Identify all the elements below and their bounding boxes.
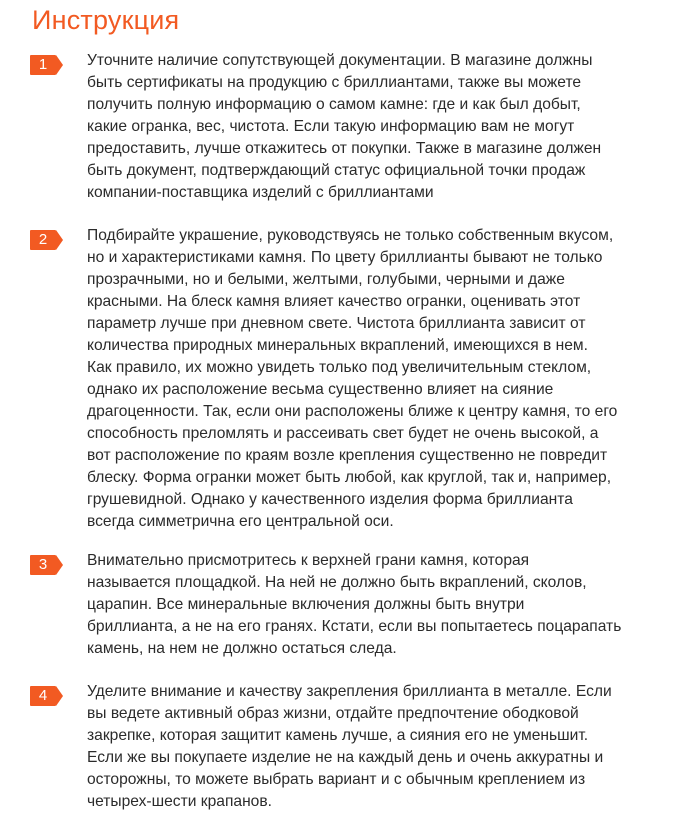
step-text-line: прозрачными, но и белыми, желтыми, голубыми, черными и даже bbox=[87, 271, 565, 288]
step-text-line: называется площадкой. На ней не должно быть вкраплений, сколов, bbox=[87, 574, 587, 591]
step-text-line: царапин. Все минеральные включения должны быть внутри bbox=[87, 596, 525, 613]
step-text-line: Как правило, их можно увидеть только под увеличительным стеклом, bbox=[87, 359, 592, 376]
step-text-line: способность преломлять и рассеивать свет будет не очень высокой, а bbox=[87, 425, 599, 442]
step-text-line: всегда симметрична его центральной оси. bbox=[87, 513, 394, 530]
step-text-line: Если же вы покупаете изделие не на каждый день и очень аккуратны и bbox=[87, 749, 604, 766]
step-text-line: компании-поставщика изделий с бриллиантами bbox=[87, 184, 434, 201]
page-title: Инструкция bbox=[32, 5, 180, 35]
step-text-line: однако их расположение весьма существенно влияет на сияние bbox=[87, 381, 554, 398]
step-text-line: получить полную информацию о самом камне: где и как был добыт, bbox=[87, 96, 581, 113]
step-text bbox=[87, 550, 649, 660]
step-number-badge: 2 bbox=[30, 230, 56, 250]
step-text-line: Уточните наличие сопутствующей документации. В магазине должны bbox=[87, 52, 593, 69]
step-text-line: бриллианта, а не на его гранях. Кстати, если вы попытаетесь поцарапать bbox=[87, 618, 622, 635]
step-text-line: Внимательно присмотритесь к верхней грани камня, которая bbox=[87, 552, 530, 569]
step-text-line: вот расположение по краям возле крепления существенно не повредит bbox=[87, 447, 608, 464]
step-text-line: вы ведете активный образ жизни, отдайте предпочтение ободковой bbox=[87, 705, 579, 722]
step-text-line: осторожны, то можете выбрать вариант и с обычным креплением из bbox=[87, 771, 586, 788]
step-text-line: предоставить, лучше откажитесь от покупки. Также в магазине должен bbox=[87, 140, 602, 157]
step-text-line: быть сертификаты на продукцию с бриллиантами, также вы можете bbox=[87, 74, 582, 91]
step-text-line: количества природных минеральных вкраплений, имеющихся в нем. bbox=[87, 337, 588, 354]
step-text-line: какие огранка, вес, чистота. Если такую информацию вам не могут bbox=[87, 118, 575, 135]
step-text bbox=[87, 681, 649, 813]
step-text-line: закрепке, которая защитит камень лучше, а сияния его не уменьшит. bbox=[87, 727, 589, 744]
step-text-line: Уделите внимание и качеству закрепления бриллианта в металле. Если bbox=[87, 683, 612, 700]
step-text-line: быть документ, подтверждающий статус официальной точки продаж bbox=[87, 162, 586, 179]
step-text-line: блеску. Форма огранки может быть любой, как круглой, так и, например, bbox=[87, 469, 612, 486]
step-text-line: красными. На блеск камня влияет качество огранки, оценивать этот bbox=[87, 293, 581, 310]
step-number-badge: 1 bbox=[30, 55, 56, 75]
step-text bbox=[87, 50, 649, 204]
step-text-line: параметр лучше при дневном свете. Чистота бриллианта зависит от bbox=[87, 315, 586, 332]
step-text-line: драгоценности. Так, если они расположены ближе к центру камня, то его bbox=[87, 403, 618, 420]
step-text-line: грушевидной. Однако у качественного изделия форма бриллианта bbox=[87, 491, 573, 508]
step-text bbox=[87, 225, 649, 533]
step-text-line: четырех-шести крапанов. bbox=[87, 793, 272, 810]
step-text-line: камень, на нем не должно остаться следа. bbox=[87, 640, 397, 657]
step-number-badge: 3 bbox=[30, 555, 56, 575]
step-text-line: но и характеристиками камня. По цвету бриллианты бывают не только bbox=[87, 249, 603, 266]
step-text-line: Подбирайте украшение, руководствуясь не только собственным вкусом, bbox=[87, 227, 614, 244]
step-number-badge: 4 bbox=[30, 686, 56, 706]
